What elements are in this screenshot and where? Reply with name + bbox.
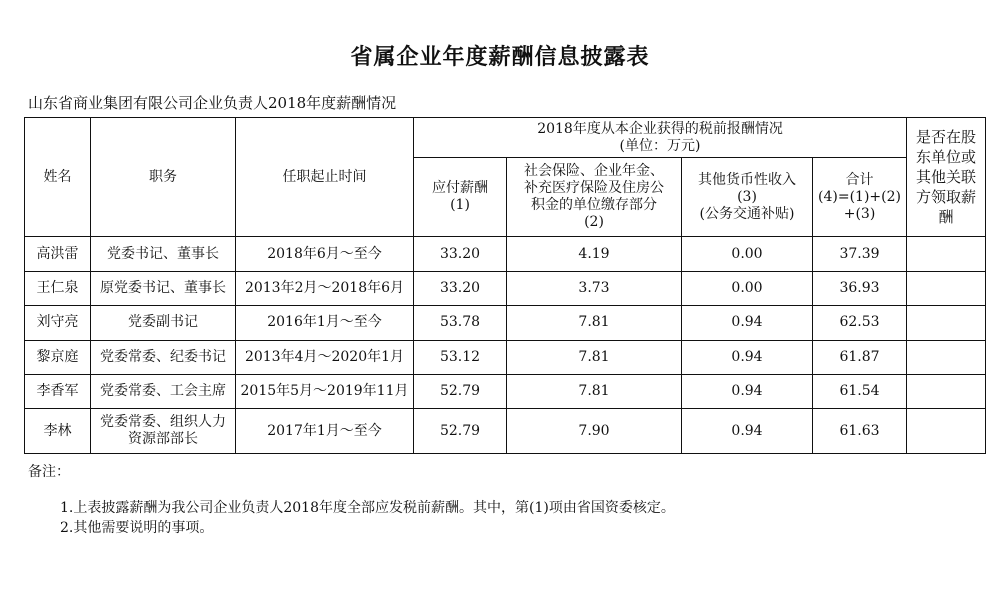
table-row xyxy=(25,409,986,454)
page-title: 省属企业年度薪酬信息披露表 xyxy=(350,45,650,70)
header-tenure: 任职起止时间 xyxy=(236,118,414,237)
cell-insurance: 7.81 xyxy=(507,375,682,409)
cell-other-income: 0.94 xyxy=(682,306,813,340)
header-total-line: (4)=(1)+(2) xyxy=(818,188,901,205)
cell-insurance: 7.81 xyxy=(507,340,682,374)
header-other-line: 酬 xyxy=(938,208,954,227)
cell-insurance: 7.81 xyxy=(507,306,682,340)
cell-position: 党委常委、纪委书记 xyxy=(91,340,236,374)
header-other-line: 东单位或 xyxy=(916,148,977,167)
cell-other-source xyxy=(907,375,986,409)
note-item: 2.其他需要说明的事项。 xyxy=(60,520,214,536)
header-total-line: 合计 xyxy=(845,171,874,188)
cell-total: 62.53 xyxy=(813,306,907,340)
cell-insurance: 7.90 xyxy=(507,409,682,454)
cell-position: 党委副书记 xyxy=(91,306,236,340)
cell-other-income: 0.00 xyxy=(682,237,813,271)
cell-total: 36.93 xyxy=(813,271,907,305)
cell-other-source xyxy=(907,409,986,454)
header-other-income-line: (3) xyxy=(737,188,757,205)
cell-other-source xyxy=(907,306,986,340)
cell-total: 61.87 xyxy=(813,340,907,374)
table-row xyxy=(25,237,986,271)
header-total xyxy=(813,158,907,237)
cell-total: 61.63 xyxy=(813,409,907,454)
cell-position: 原党委书记、董事长 xyxy=(91,271,236,305)
cell-name: 刘守亮 xyxy=(25,306,91,340)
header-name: 姓名 xyxy=(25,118,91,237)
cell-other-source xyxy=(907,271,986,305)
cell-salary: 52.79 xyxy=(414,375,507,409)
table-row xyxy=(25,271,986,305)
cell-name: 李林 xyxy=(25,409,91,454)
cell-tenure: 2017年1月～至今 xyxy=(236,409,414,454)
cell-insurance: 4.19 xyxy=(507,237,682,271)
cell-tenure: 2015年5月～2019年11月 xyxy=(236,375,414,409)
header-salary-line: (1) xyxy=(450,197,470,214)
cell-position: 党委书记、董事长 xyxy=(91,237,236,271)
cell-salary: 33.20 xyxy=(414,271,507,305)
header-salary-line: 应付薪酬 xyxy=(432,180,488,197)
salary-table xyxy=(24,117,986,454)
header-other-income-line: (公务交通补贴) xyxy=(699,205,795,222)
cell-other-income: 0.94 xyxy=(682,409,813,454)
cell-tenure: 2018年6月～至今 xyxy=(236,237,414,271)
header-group-unit: (单位：万元) xyxy=(619,137,701,154)
notes-section xyxy=(28,462,675,536)
header-insurance-line: 积金的单位缴存部分 xyxy=(531,197,657,214)
header-total-line: +(3) xyxy=(843,205,876,222)
cell-tenure: 2013年4月～2020年1月 xyxy=(236,340,414,374)
header-other-line: 其他关联 xyxy=(916,168,977,187)
header-insurance-line: 社会保险、企业年金、 xyxy=(524,163,664,180)
cell-other-income: 0.94 xyxy=(682,375,813,409)
cell-position-line: 资源部部长 xyxy=(128,431,198,448)
cell-salary: 53.78 xyxy=(414,306,507,340)
cell-salary: 33.20 xyxy=(414,237,507,271)
header-salary xyxy=(414,158,507,237)
cell-tenure: 2013年2月～2018年6月 xyxy=(236,271,414,305)
header-other-income xyxy=(682,158,813,237)
header-other-source xyxy=(907,118,986,237)
cell-position-line: 党委常委、组织人力 xyxy=(100,414,226,431)
cell-name: 高洪雷 xyxy=(25,237,91,271)
notes-label: 备注： xyxy=(28,464,70,480)
cell-other-income: 0.00 xyxy=(682,271,813,305)
header-other-income-line: 其他货币性收入 xyxy=(698,171,796,188)
cell-position: 党委常委、工会主席 xyxy=(91,375,236,409)
header-insurance-line: (2) xyxy=(584,214,604,231)
table-subtitle: 山东省商业集团有限公司企业负责人2018年度薪酬情况 xyxy=(28,94,397,112)
cell-insurance: 3.73 xyxy=(507,271,682,305)
cell-name: 黎京庭 xyxy=(25,340,91,374)
header-insurance-line: 补充医疗保险及住房公 xyxy=(524,180,664,197)
cell-other-source xyxy=(907,237,986,271)
table-row xyxy=(25,375,986,409)
cell-name: 李香军 xyxy=(25,375,91,409)
cell-total: 61.54 xyxy=(813,375,907,409)
table-row xyxy=(25,340,986,374)
cell-salary: 53.12 xyxy=(414,340,507,374)
cell-tenure: 2016年1月～至今 xyxy=(236,306,414,340)
cell-position xyxy=(91,409,236,454)
cell-other-source xyxy=(907,340,986,374)
header-other-line: 方领取薪 xyxy=(916,188,977,207)
header-insurance xyxy=(507,158,682,237)
header-other-line: 是否在股 xyxy=(916,128,977,147)
cell-total: 37.39 xyxy=(813,237,907,271)
header-group-title: 2018年度从本企业获得的税前报酬情况 xyxy=(537,120,783,137)
header-position: 职务 xyxy=(91,118,236,237)
cell-salary: 52.79 xyxy=(414,409,507,454)
cell-other-income: 0.94 xyxy=(682,340,813,374)
cell-name: 王仁泉 xyxy=(25,271,91,305)
note-item: 1.上表披露薪酬为我公司企业负责人2018年度全部应发税前薪酬。其中，第(1)项由省国资委核定。 xyxy=(60,500,675,516)
table-row xyxy=(25,306,986,340)
header-group xyxy=(414,118,907,158)
